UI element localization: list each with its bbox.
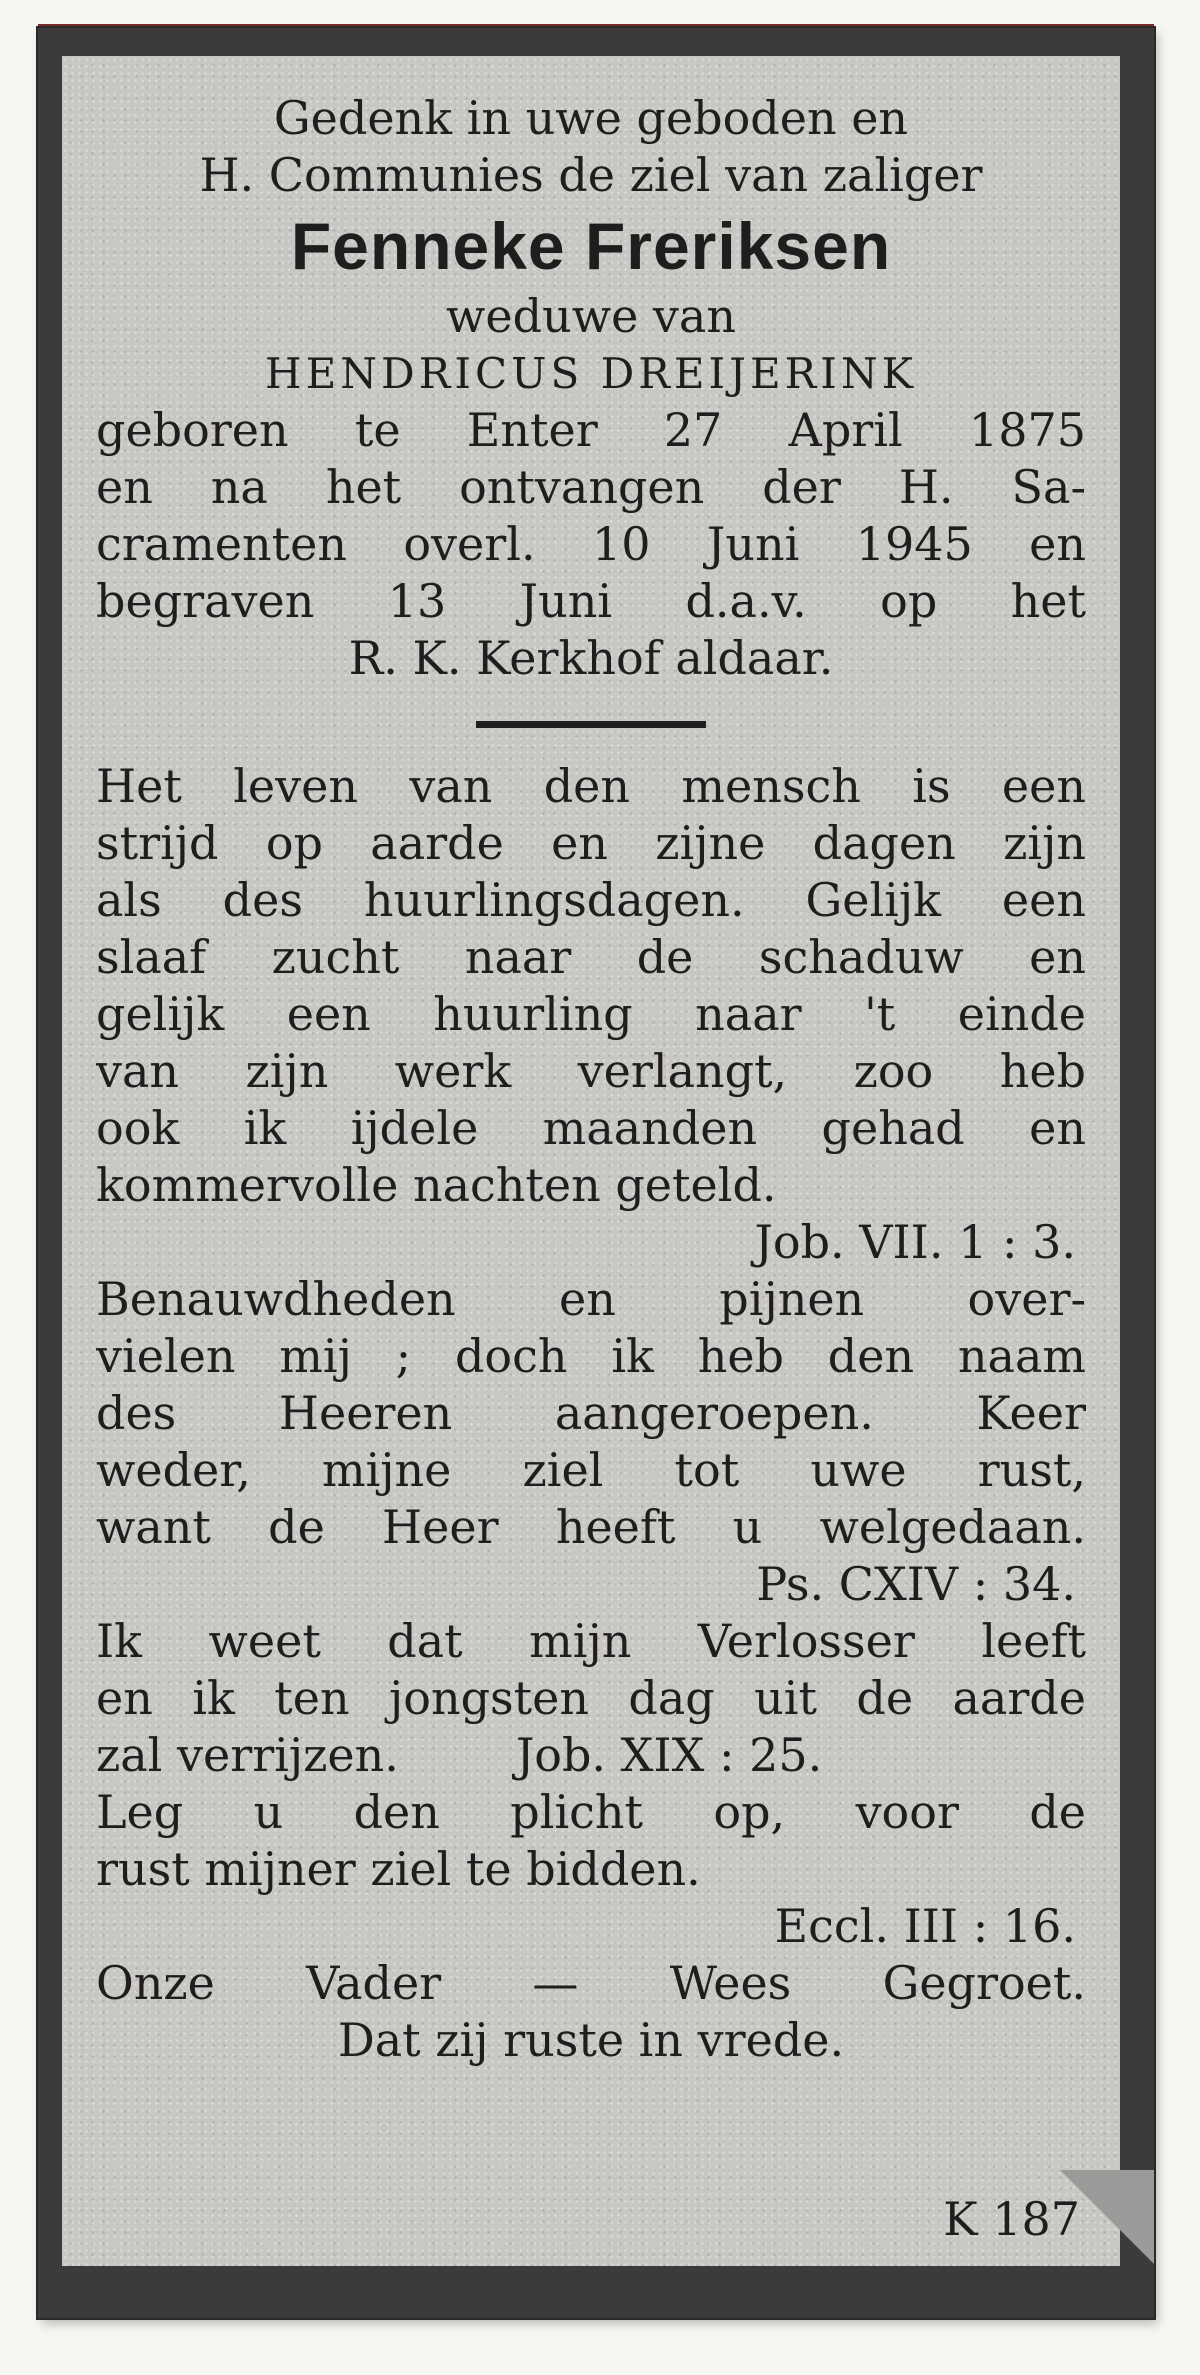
intro-line-2: H. Communies de ziel van zaliger <box>199 148 983 202</box>
intro-line-1: Gedenk in uwe geboden en <box>273 91 909 145</box>
quote2-reference: Ps. CXIV : 34. <box>756 1557 1076 1611</box>
quote2-line: des Heeren aangeroepen. Keer <box>96 1386 1086 1440</box>
quote1-line: Het leven van den mensch is een <box>96 759 1086 813</box>
quote1-line: strijd op aarde en zijne dagen zijn <box>96 816 1086 870</box>
husband-name: HENDRICUS DREIJERINK <box>265 349 917 398</box>
closing-line: Dat zij ruste in vrede. <box>337 2013 845 2067</box>
divider-rule <box>476 721 706 728</box>
quote2-line: Benauwdheden en pijnen over- <box>96 1272 1086 1326</box>
bio-line: geboren te Enter 27 April 1875 <box>96 403 1086 457</box>
quote1-line: als des huurlingsdagen. Gelijk een <box>96 873 1086 927</box>
widow-of: weduwe van <box>446 289 736 343</box>
card-text <box>96 90 1086 2069</box>
quote2-line: weder, mijne ziel tot uwe rust, <box>96 1443 1086 1497</box>
quote4-reference: Eccl. III : 16. <box>774 1899 1076 1953</box>
quote3-line: en ik ten jongsten dag uit de aarde <box>96 1671 1086 1725</box>
quote1-reference: Job. VII. 1 : 3. <box>754 1215 1076 1269</box>
quote1-line: slaaf zucht naar de schaduw en <box>96 930 1086 984</box>
bio-line: begraven 13 Juni d.a.v. op het <box>96 574 1086 628</box>
quote4-last-line: rust mijner ziel te bidden. <box>96 1842 701 1896</box>
quote2-last-line: want de Heer heeft u welgedaan. <box>96 1500 1086 1554</box>
quote1-line: ook ik ijdele maanden gehad en <box>96 1101 1086 1155</box>
quote3-line-with-reference: zal verrijzen. Job. XIX : 25. <box>96 1728 823 1782</box>
quote4-line: Leg u den plicht op, voor de <box>96 1785 1086 1839</box>
quote1-line: van zijn werk verlangt, zoo heb <box>96 1044 1086 1098</box>
card-code: K 187 <box>943 2192 1080 2246</box>
quote1-last-line: kommervolle nachten geteld. <box>96 1158 777 1212</box>
prayers-line: Onze Vader — Wees Gegroet. <box>96 1956 1086 2010</box>
quote3-line: Ik weet dat mijn Verlosser leeft <box>96 1614 1086 1668</box>
bio-line: en na het ontvangen der H. Sa- <box>96 460 1086 514</box>
quote2-line: vielen mij ; doch ik heb den naam <box>96 1329 1086 1383</box>
bio-last-line: R. K. Kerkhof aldaar. <box>348 631 834 685</box>
deceased-name: Fenneke Freriksen <box>290 209 892 283</box>
bio-line: cramenten overl. 10 Juni 1945 en <box>96 517 1086 571</box>
quote1-line: gelijk een huurling naar 't einde <box>96 987 1086 1041</box>
